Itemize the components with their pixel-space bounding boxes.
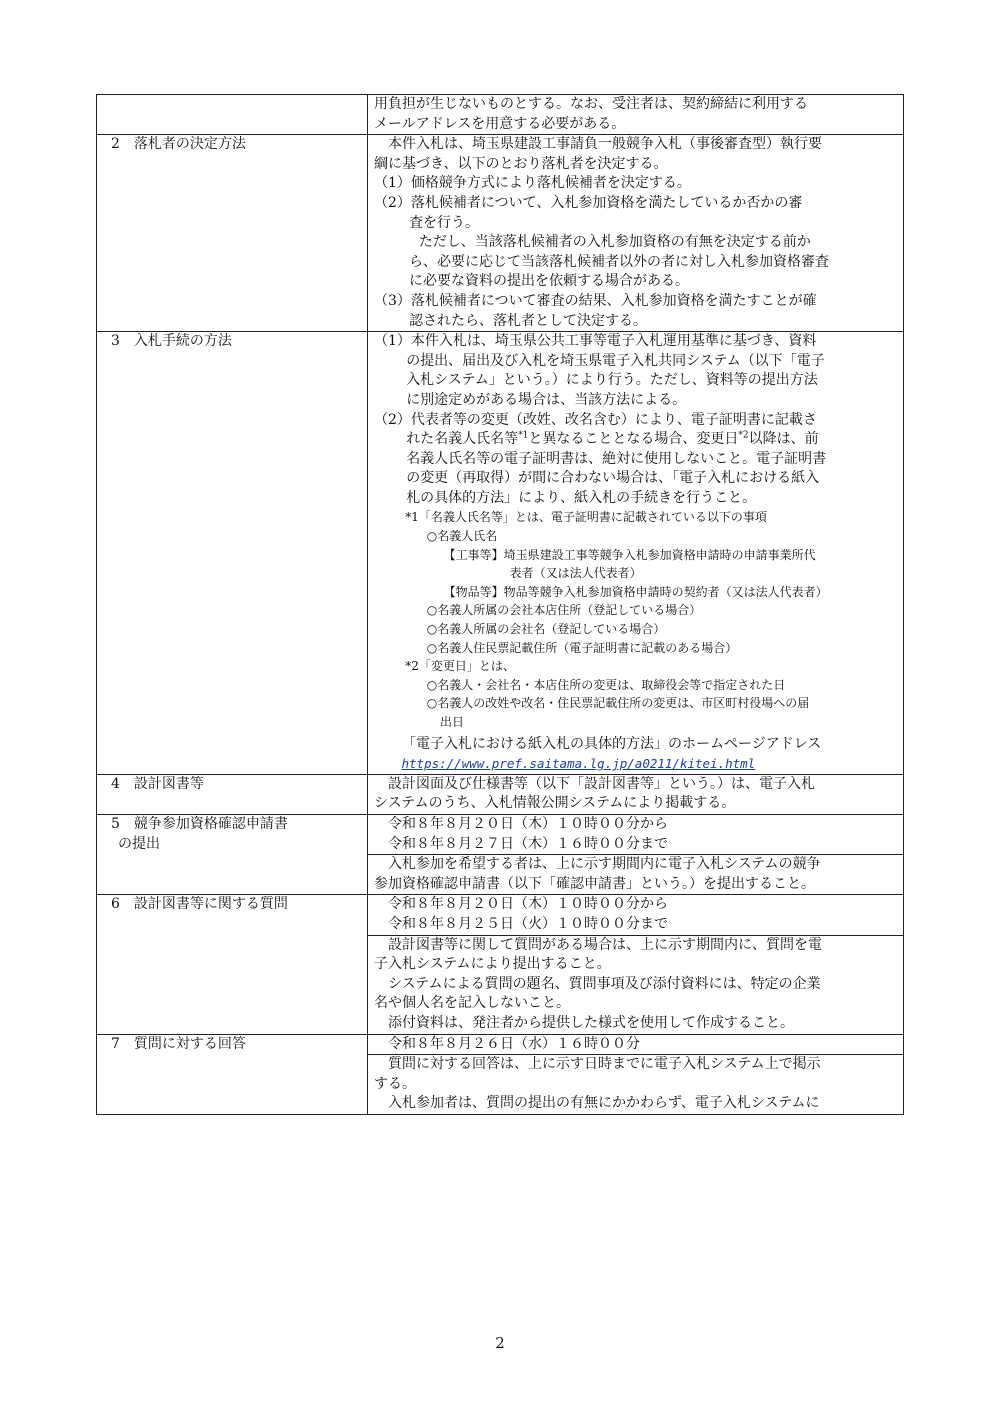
text-line: 入札参加者は、質問の提出の有無にかかわらず、電子入札システムに bbox=[388, 1095, 820, 1112]
date-to: 令和８年８月２７日（木）１６時００分まで bbox=[388, 835, 668, 852]
list-item-continued: の提出、届出及び入札を埼玉県電子入札共同システム（以下「電子 bbox=[406, 352, 825, 369]
footnote-item-continued: 表者（又は法人代表者） bbox=[509, 566, 642, 581]
row-content bbox=[368, 855, 904, 895]
text-line: 参加資格確認申請書（以下「確認申請書」という。）を提出すること。 bbox=[374, 875, 815, 892]
note-line: ら、必要に応じて当該落札候補者以外の者に対し入札参加資格審査 bbox=[409, 253, 829, 270]
row-heading-empty bbox=[97, 95, 368, 135]
footnote-item: 【工事等】埼玉県建設工事等競争入札参加資格申請時の申請事業所代 bbox=[443, 547, 816, 562]
list-item-continued: 札の具体的方法」により、紙入札の手続きを行うこと。 bbox=[406, 489, 757, 506]
heading-text: 6 設計図書等に関する質問 bbox=[111, 896, 288, 913]
row-content bbox=[368, 135, 904, 332]
row-heading bbox=[97, 332, 368, 775]
text-line: 添付資料は、発注者から提供した様式を使用して作成すること。 bbox=[388, 1014, 794, 1031]
link-label: 「電子入札における紙入札の具体的方法」のホームページアドレス bbox=[402, 735, 822, 752]
text-line: 設計図面及び仕様書等（以下「設計図書等」という。）は、電子入札 bbox=[388, 775, 815, 792]
row-heading bbox=[97, 895, 368, 1034]
text-line: メールアドレスを用意する必要がある。 bbox=[374, 115, 626, 132]
list-item-continued: 査を行う。 bbox=[409, 214, 479, 231]
heading-text: 5 競争参加資格確認申請書 bbox=[111, 815, 288, 832]
list-item: （2）代表者等の変更（改姓、改名含む）により、電子証明書に記載さ bbox=[374, 411, 817, 428]
footnote-ref: *2 bbox=[738, 430, 749, 441]
footnote-item: ○名義人所属の会社本店住所（登記している場合） bbox=[426, 603, 702, 618]
table-row bbox=[97, 895, 904, 935]
text-line: 本件入札は、埼玉県建設工事請負一般競争入札（事後審査型）執行要 bbox=[388, 136, 822, 153]
homepage-link[interactable]: https://www.pref.saitama.lg.jp/a0211/kitei.html bbox=[401, 756, 756, 772]
note-line: に必要な資料の提出を依頼する場合がある。 bbox=[409, 273, 689, 290]
date-from: 令和８年８月２０日（木）１０時００分から bbox=[388, 815, 668, 832]
table-row bbox=[97, 332, 904, 775]
table-row bbox=[97, 135, 904, 332]
footnote-item: 【物品等】物品等競争入札参加資格申請時の契約者（又は法人代表者） bbox=[443, 584, 828, 599]
row-content bbox=[368, 1055, 904, 1115]
text-fragment: れた名義人氏名等 bbox=[406, 431, 519, 448]
text-line: する。 bbox=[374, 1075, 416, 1092]
footnote-item-continued: 出日 bbox=[440, 715, 465, 729]
table-row bbox=[97, 1034, 904, 1055]
heading-text: 4 設計図書等 bbox=[111, 775, 204, 792]
date-to: 令和８年８月２５日（火）１０時００分まで bbox=[388, 915, 668, 932]
text-line: システムによる質問の題名、質問事項及び添付資料には、特定の企業 bbox=[388, 975, 821, 992]
list-item-continued bbox=[374, 430, 899, 450]
date-from: 令和８年８月２０日（木）１０時００分から bbox=[388, 896, 668, 913]
footnote-item: ○名義人・会社名・本店住所の変更は、取締役会等で指定された日 bbox=[426, 677, 786, 692]
heading-text: 3 入札手続の方法 bbox=[111, 333, 232, 350]
date-range bbox=[368, 895, 904, 935]
table-row bbox=[97, 814, 904, 854]
list-item: （1）価格競争方式により落札候補者を決定する。 bbox=[374, 175, 691, 192]
list-item-continued: 名義人氏名等の電子証明書は、絶対に使用しないこと。電子証明書 bbox=[406, 450, 827, 467]
footnote-item: ○名義人所属の会社名（登記している場合） bbox=[426, 622, 666, 637]
list-item: （1）本件入札は、埼玉県公共工事等電子入札運用基準に基づき、資料 bbox=[374, 333, 817, 350]
list-item-continued: 入札システム」という。）により行う。ただし、資料等の提出方法 bbox=[406, 372, 818, 389]
text-line: 綱に基づき、以下のとおり落札者を決定する。 bbox=[374, 155, 668, 172]
heading-text: 2 落札者の決定方法 bbox=[111, 136, 246, 153]
list-item: （3）落札候補者について審査の結果、入札参加資格を満たすことが確 bbox=[374, 292, 817, 309]
row-heading bbox=[97, 814, 368, 894]
page-number: 2 bbox=[495, 1334, 505, 1352]
text-fragment: と異なることとなる場合、変更日 bbox=[528, 431, 739, 448]
row-heading bbox=[97, 1034, 368, 1114]
footnote-item: ○名義人住民票記載住所（電子証明書に記載のある場合） bbox=[426, 640, 738, 655]
text-fragment: 以降は、前 bbox=[748, 431, 819, 448]
list-item-continued: 認されたら、落札者として決定する。 bbox=[409, 312, 647, 329]
row-content bbox=[368, 935, 904, 1034]
text-line: システムのうち、入札情報公開システムにより掲載する。 bbox=[374, 795, 736, 812]
heading-text: 7 質問に対する回答 bbox=[111, 1035, 246, 1052]
footnote-ref: *1 bbox=[518, 430, 529, 441]
text-line: 質問に対する回答は、上に示す日時までに電子入札システム上で掲示 bbox=[388, 1056, 821, 1073]
heading-text: の提出 bbox=[118, 835, 160, 852]
list-item-continued: の変更（再取得）が間に合わない場合は、「電子入札における紙入 bbox=[406, 470, 820, 487]
text-line: 子入札システムにより提出すること。 bbox=[374, 956, 611, 973]
date-range bbox=[368, 814, 904, 854]
text-line: 名や個人名を記入しないこと。 bbox=[374, 995, 570, 1012]
document-table-wrapper bbox=[96, 94, 904, 1115]
row-content bbox=[368, 332, 904, 775]
footnote-item: ○名義人氏名 bbox=[426, 529, 498, 544]
row-heading bbox=[97, 774, 368, 814]
document-table bbox=[96, 94, 904, 1115]
footnote-item: ○名義人の改姓や改名・住民票記載住所の変更は、市区町村役場への届 bbox=[426, 696, 810, 711]
list-item-continued: に別途定めがある場合は、当該方法による。 bbox=[406, 391, 687, 408]
table-row bbox=[97, 774, 904, 814]
table-row bbox=[97, 95, 904, 135]
text-line: 用負担が生じないものとする。なお、受注者は、契約締結に利用する bbox=[374, 96, 808, 112]
date-single bbox=[368, 1034, 904, 1055]
text-line: 設計図書等に関して質問がある場合は、上に示す期間内に、質問を電 bbox=[388, 936, 822, 953]
row-heading bbox=[97, 135, 368, 332]
list-item: （2）落札候補者について、入札参加資格を満たしているか否かの審 bbox=[374, 194, 803, 211]
note-line: ただし、当該落札候補者の入札参加資格の有無を決定する前か bbox=[418, 234, 811, 251]
date-deadline: 令和８年８月２６日（水）１６時００分 bbox=[388, 1035, 640, 1052]
row-content bbox=[368, 95, 904, 135]
row-content bbox=[368, 774, 904, 814]
footnote-title: *2「変更日」とは、 bbox=[405, 659, 515, 674]
text-line: 入札参加を希望する者は、上に示す期間内に電子入札システムの競争 bbox=[388, 856, 821, 873]
footnote-title: *1「名義人氏名等」とは、電子証明書に記載されている以下の事項 bbox=[405, 510, 767, 525]
